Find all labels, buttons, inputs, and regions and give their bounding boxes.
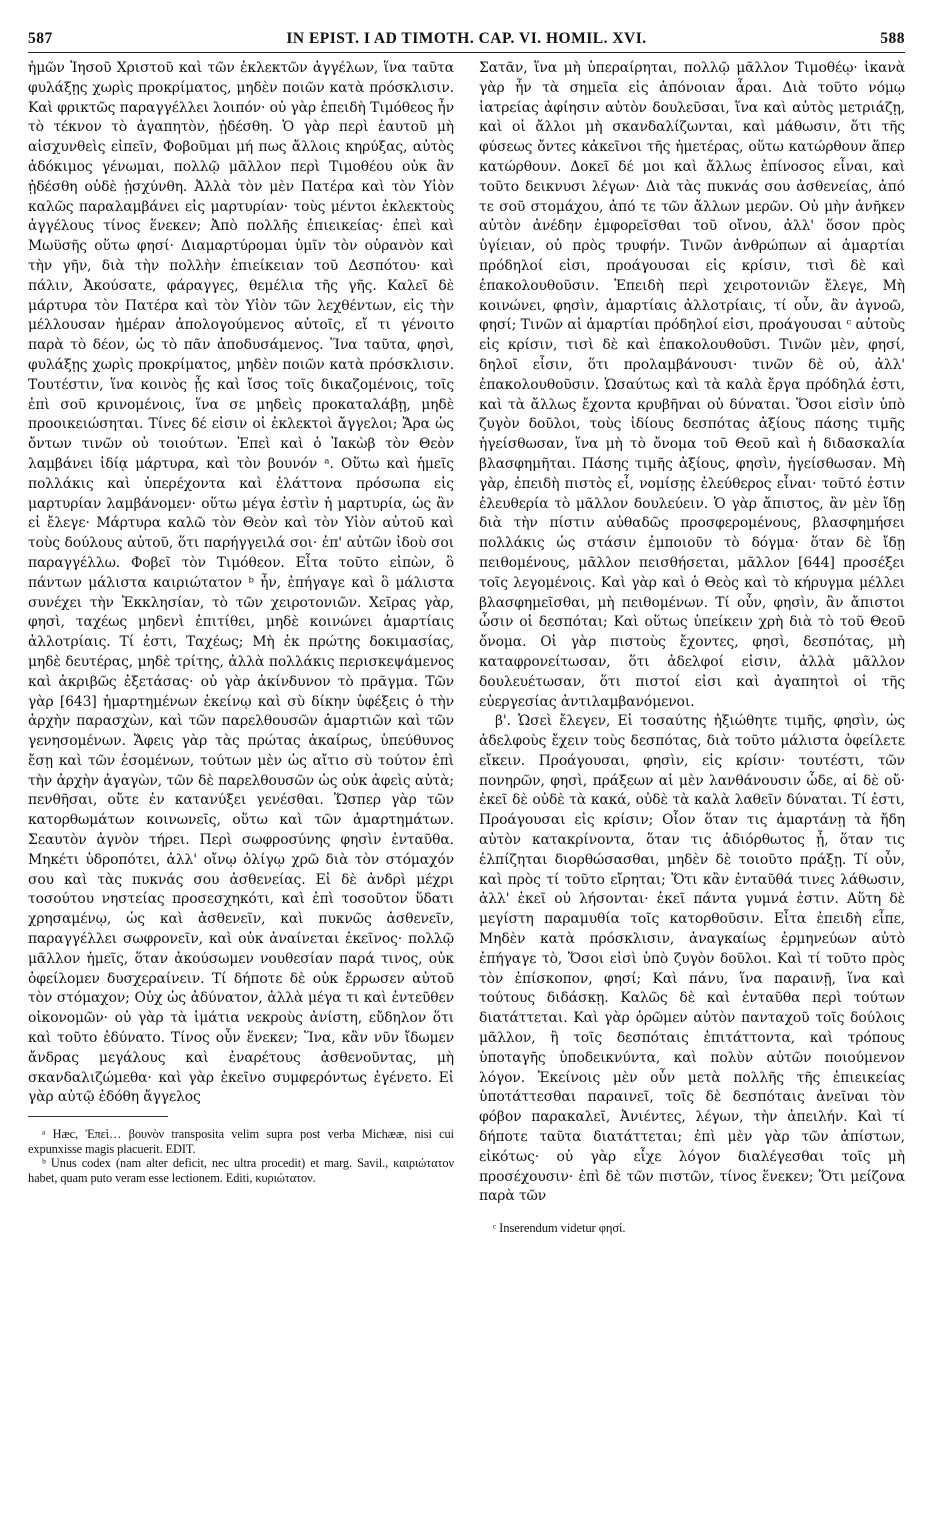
footnotes <box>28 1127 454 1185</box>
right-column-text-1: Σατᾶν, ἵνα μὴ ὑπεραίρηται, πολλῷ μᾶλλον Τιμοθέῳ· ἱκανὰ γὰρ ἦν τὰ σημεῖα εἰς ἀπόνοιαν ἆραι. Διὰ τοῦτο νόμῳ ἰατρείας ἀφίησιν αὐτὸν δουλεῦσαι, ἵνα καὶ αὐτὸς μετριάζῃ, καὶ οἱ ἄλλοι μὴ σκανδαλίζωνται, καὶ μάθωσιν, ὅτι τῆς φύσεως ὄντες κἀκεῖνοι τῆς ἡμετέρας, οὕτω κατώρθουν ἅπερ κατώρθουν. Δοκεῖ δέ μοι καὶ ἄλλως ἐπίνοσος εἶναι, καὶ τοῦτο δεικνυσι λέγων· Διὰ τὰς πυκνάς σου ἀσθενείας, ἀπό τε σοῦ στομάχου, ἀπό τε τῶν ἄλλων μερῶν. Οὐ μὴν ἀνῆκεν αὐτὸν ἀνέδην ἐμφορεῖσθαι τοῦ οἴνου, ἀλλ' ὅσον πρὸς ὑγίειαν, οὐ πρὸς τρυφήν. Τινῶν ἀνθρώπων αἱ ἁμαρτίαι πρόδηλοί εἰσι, προάγουσαι εἰς κρίσιν, τισὶ δὲ καὶ ἐπακολουθοῦσιν. Ἐπειδὴ περὶ χειροτονιῶν ἔλεγε, Μὴ κοινώνει, φησὶν, ἁμαρτίαις ἀλλοτρίαις, τί οὖν, ἂν ἀγνοῶ, φησί; Τινῶν αἱ ἁμαρτίαι πρόδηλοί εἰσι, προάγουσαι ᶜ αὐτοὺς εἰς κρίσιν, τισὶ δὲ καὶ ἐπακολουθοῦσι. Τινῶν μὲν, φησί, δηλοῖ εἶσιν, ὅτι προλαμβάνουσι· τινῶν δὲ οὐ, ἀλλ' ἐπακολουθοῦσιν. Ὡσαύτως καὶ τὰ καλὰ ἔργα πρόδηλά ἐστι, καὶ τὰ ἄλλως ἔχοντα κρυβῆναι οὐ δύναται. Ὅσοι εἰσὶν ὑπὸ ζυγὸν δοῦλοι, τοὺς ἰδίους δεσπότας ἀξίους πάσης τιμῆς ἡγείσθωσαν, ἵνα μὴ τὸ ὄνομα τοῦ Θεοῦ καὶ ἡ διδασκαλία βλασφημῆται. Πάσης τιμῆς ἀξίους, φησὶν, ἡγείσθωσαν. Μὴ γὰρ, ἐπειδὴ πιστὸς εἶ, νομίσῃς ἐλεύθερος εἶναι· τοῦτό ἐστιν ἐλευθερία τὸ μᾶλλον δουλεύειν. Ὁ γὰρ ἄπιστος, ἂν μὲν ἴδῃ διὰ τὴν πίστιν αὐθαδῶς προσφερομένους, βλασφημήσει πολλάκις ὡς στάσιν ἐμποιοῦν τὸ δόγμα· ὅταν δὲ ἴδῃ πειθομένους, μᾶλλον πεισθήσεται, μᾶλλον [644] προσέξει τοῖς λεγομένοις. Καὶ γὰρ καὶ ὁ Θεὸς καὶ τὸ κήρυγμα μέλλει βλασφημεῖσθαι, μὴ πειθομένων. Τί οὖν, φησὶν, ἂν ἄπιστοι ὦσιν οἱ δεσπόται; Καὶ οὕτως ὑπείκειν χρὴ διὰ τὸ τοῦ Θεοῦ ὄνομα. Οἱ γὰρ πιστοὺς ἔχοντες, φησὶ, δεσπότας, μὴ καταφρονείτωσαν, ὅτι ἀδελφοί εἰσιν, ἀλλὰ μᾶλλον δουλευέτωσαν, ὅτι πιστοί εἰσι καὶ ἀγαπητοὶ οἱ τῆς εὐεργεσίας ἀντιλαμβανόμενοι. <box>479 60 905 710</box>
left-column-text: ἡμῶν Ἰησοῦ Χριστοῦ καὶ τῶν ἐκλεκτῶν ἀγγέλων, ἵνα ταῦτα φυλάξῃς χωρὶς προκρίματος, μηδὲν ποιῶν κατὰ πρόσκλισιν. Καὶ φρικτῶς παραγγέλλει λοιπόν· οὐ γὰρ ἐπειδὴ Τιμόθεος ἦν τὸ τέκνον τὸ ἀγαπητὸν, ᾐδέσθη. Ὁ γὰρ περὶ ἑαυτοῦ μὴ αἰσχυνθεὶς εἰπεῖν, Φοβοῦμαι μή πως ἄλλοις κηρύξας, αὐτὸς ἀδόκιμος γένωμαι, πολλῷ μᾶλλον περὶ Τιμοθέου οὐκ ἂν ᾐδέσθη οὐδὲ ᾐσχύνθη. Ἀλλὰ τὸν μὲν Πατέρα καὶ τὸν Υἱὸν καλῶς παραλαμβάνει εἰς μαρτυρίαν· τοὺς μέντοι ἐκλεκτοὺς ἀγγέλους τίνος ἕνεκεν; Ἀπὸ πολλῆς ἐπιεικείας· ἐπεὶ καὶ Μωϋσῆς οὕτω φησί· Διαμαρτύρομαι ὑμῖν τὸν οὐρανὸν καὶ τὴν γῆν, διὰ τὴν πολλὴν ἐπιείκειαν τοῦ Δεσπότου· καὶ πάλιν, Ἀκούσατε, φάραγγες, θεμέλια τῆς γῆς. Καλεῖ δὲ μάρτυρα τὸν Πατέρα καὶ τὸν Υἱὸν τῶν λεχθέντων, εἰς τὴν μέλλουσαν ἡμέραν ἀπολογούμενος αὐτοῖς, εἴ τι γένοιτο παρὰ τὸ δέον, ὡς τὸ πᾶν ἀποδυσάμενος. Ἵνα ταῦτα, φησὶ, φυλάξῃς χωρὶς προκρίματος, μηδὲν ποιῶν κατὰ πρόσκλισιν. Τουτέστιν, ἵνα κοινὸς ᾖς καὶ ἴσος τοῖς δικαζομένοις, τοῖς ἐπὶ σοῦ κρινομένοις, ἵνα σε μηδεὶς προκαταλάβῃ, μηδὲ προοικειώσηται. Τίνες δέ εἰσιν οἱ ἐκλεκτοὶ ἄγγελοι; Ἄρα ὡς ὄντων τινῶν οὐ τοιούτων. Ἐπεὶ καὶ ὁ Ἰακὼβ τὸν Θεὸν λαμβάνει ἰδίᾳ μάρτυρα, καὶ τὸν βουνόν ᵃ. Οὕτω καὶ ἡμεῖς πολλάκις καὶ ὑπερέχοντα καὶ ἐλάττονα πρόσωπα εἰς μαρτυρίαν λαμβάνομεν· οὕτω μέγα ἐστὶν ἡ μαρτυρία, ὡς ἂν εἰ ἔλεγε· Μάρτυρα καλῶ τὸν Θεὸν καὶ τὸν Υἱὸν αὐτοῦ καὶ τοὺς δούλους αὐτοῦ, ὅτι παρήγγειλά σοι· ἐπ' αὐτῶν ἰδοὺ σοι παραγγέλλω. Φοβεῖ τὸν Τιμόθεον. Εἶτα τοῦτο εἰπὼν, ὃ πάντων μάλιστα καιριώτατον ᵇ ἦν, ἐπήγαγε καὶ ὃ μάλιστα συνέχει τὴν Ἐκκλησίαν, τὸ τῶν χειροτονιῶν. Χεῖρας γὰρ, φησὶ, ταχέως μηδενὶ ἐπιτίθει, μηδὲ κοινώνει ἁμαρτίαις ἀλλοτρίαις. Τί ἐστι, Ταχέως; Μὴ ἐκ πρώτης δοκιμασίας, μηδὲ δευτέρας, μηδὲ τρίτης, ἀλλὰ πολλάκις περισκεψάμενος καὶ ἀκριβῶς ἐξετάσας· οὐ γὰρ ἀκίνδυνον τὸ πρᾶγμα. Τῶν γὰρ [643] ἡμαρτημένων ἐκείνῳ καὶ σὺ δίκην ὑφέξεις ὁ τὴν ἀρχὴν παρασχὼν, καὶ τῶν παρελθουσῶν ἁμαρτιῶν καὶ τῶν γενησομένων. Ἄφεις γὰρ τὰς πρώτας ἀκαίρως, ὑπεύθυνος ἔσῃ καὶ τῶν ἐσομένων, τούτων μὲν ὡς αἴτιο σὺ τούτον ἐπὶ τὴν ἀρχὴν ἀγαγὼν, τῶν δὲ παρελθουσῶν ὡς οὐκ ἀφεὶς αὐτὰ; πενθῆσαι, οὔτε ἐν κατανύξει γενέσθαι. Ὥσπερ γὰρ τῶν κατορθωμάτων κοινωνεῖς, οὕτω καὶ τῶν ἁμαρτημάτων. Σεαυτὸν ἁγνὸν τήρει. Περὶ σωφροσύνης φησὶν ἐνταῦθα. Μηκέτι ὑδροπότει, ἀλλ' οἴνῳ ὀλίγῳ χρῶ διὰ τὸν στόμαχόν σου καὶ τὰς πυκνάς σου ἀσθενείας. Εἰ δὲ ἀνδρὶ μέχρι τοσούτου νηστείας προσεσχηκότι, καὶ ἐπὶ τοσοῦτον ὕδατι χρησαμένῳ, ὡς καὶ ἀσθενεῖν, καὶ πυκνῶς ἀσθενεῖν, παραγγέλλει σωφρονεῖν, καὶ οὐκ ἀναίνεται ἐκεῖνος· πολλῷ μᾶλλον ἡμεῖς, ὅταν ἀκούσωμεν νουθεσίαν παρά τινος, οὐκ ὀφείλομεν δυσχεραίνειν. Τί δήποτε δὲ οὐκ ἔρρωσεν αὐτοῦ τὸν στόμαχον; Οὐχ ὡς ἀδύνατον, ἀλλὰ μέγα τι καὶ ἐντεῦθεν οἰκονομῶν· οὐ γὰρ τὰ ἱμάτια νεκροὺς ἀνίστη, εὔδηλον ὅτι καὶ τοῦτο ἐδύνατο. Τίνος οὖν ἕνεκεν; Ἵνα, κἂν νῦν ἴδωμεν ἄνδρας μεγάλους καὶ ἐναρέτους ἀσθενοῦντας, μὴ σκανδαλιζώμεθα· καὶ γὰρ ἐκεῖνο συμφερόντως ἐγένετο. Εἰ γὰρ αὐτῷ ἐδόθη ἄγγελος <box>28 60 454 1106</box>
page-number-left: 587 <box>28 30 53 47</box>
footnote-c: ᶜ Inserendum videtur φησί. <box>493 1221 626 1236</box>
page-number-right: 588 <box>880 30 905 47</box>
right-column-text-2: β'. Ὡσεὶ ἔλεγεν, Εἰ τοσαύτης ἠξιώθητε τιμῆς, φησὶν, ὡς ἀδελφοὺς ἔχειν τοὺς δεσπότας, διὰ τοῦτο μάλιστα ὀφείλετε εἴκειν. Προάγουσαι, φησὶν, εἰς κρίσιν· τουτέστι, τῶν πονηρῶν, φησὶ, πράξεων αἱ μὲν λανθάνουσιν ὧδε, αἱ δὲ οὔ· ἐκεῖ δὲ οὐδὲ τὰ κακά, οὐδὲ τὰ καλὰ λαθεῖν δύναται. Τί ἐστι, Προάγουσαι εἰς κρίσιν; Οἷον ὅταν τις ἁμαρτάνῃ τὰ ἤδη αὐτὸν κατακρίνοντα, ὅταν τις ἀδιόρθωτος ᾖ, ὅταν τις ἐλπίζηται διορθώσασθαι, μηδὲν δὲ τοιοῦτο πράξῃ. Τί οὖν, καὶ πρὸς τί τοῦτο εἴρηται; Ὅτι κἂν ἐνταῦθά τινες λάθωσιν, ἀλλ' ἐκεῖ οὐ λήσονται· ἐκεῖ πάντα γυμνά ἐστιν. Αὕτη δὲ μεγίστη παραμυθία τοῖς κατορθοῦσιν. Εἶτα ἐπειδὴ εἶπε, Μηδὲν κατὰ πρόσκλισιν, ἀναγκαίως ἑρμηνεύων αὐτὸ ἐπήγαγε τὸ, Ὅσοι εἰσὶ ὑπὸ ζυγὸν δοῦλοι. Καὶ τί τοῦτο πρὸς τὸν ἐπίσκοπον, φησί; Καὶ πάνυ, ἵνα παραινῇ, ἵνα καὶ τούτους διδάσκῃ. Καλῶς δὲ καὶ ἐνταῦθα περὶ τούτων διατάττεται. Καὶ γὰρ ὁρῶμεν αὐτὸν πανταχοῦ τοῖς δούλοις μᾶλλον, ἢ τοῖς δεσπόταις ἐπιτάττοντα, καὶ τρόπους ὑποταγῆς ὑποδεικνύντα, καὶ πολὺν αὐτῶν ποιούμενον λόγον. Ἐκείνοις μὲν οὖν μετὰ πολλῆς τῆς ἐπιεικείας ὑποτάττεσθαι παραινεῖ, τοῖς δὲ δεσπόταις ἀνεῖναι τὸν φόβον παρακαλεῖ, Ἀνιέντες, λέγων, τὴν ἀπειλήν. Καὶ τί δήποτε ταῦτα διατάττεται; ἐπὶ μὲν γὰρ τῶν ἀπίστων, εἰκότως· οὐ γὰρ εἶχε λόγον διαλέγεσθαι τοῖς μὴ προσέχουσιν· ἐπὶ δὲ τῶν πιστῶν, τίνος ἕνεκεν; Ὅτι μείζονα παρὰ τῶν <box>479 713 905 1205</box>
right-column <box>479 59 905 1239</box>
page-header <box>28 30 905 53</box>
running-title: IN EPIST. I AD TIMOTH. CAP. VI. HOMIL. XVI. <box>286 30 647 47</box>
footnote-divider <box>28 1116 168 1117</box>
left-column <box>28 59 454 1239</box>
footnote-a: ᵃ Hæc, Ἐπεὶ… βουνὸν transposita velim supra post verba Michææ, nisi cui expunxisse magis placuerit. EDIT. <box>28 1127 454 1156</box>
footnote-b: ᵇ Unus codex (nam alter deficit, nec ultra procedit) et marg. Savil., καιριώτατον habet, quam puto veram esse lectionem. Editi, κυριώτατον. <box>28 1156 454 1186</box>
text-columns <box>28 59 905 1239</box>
